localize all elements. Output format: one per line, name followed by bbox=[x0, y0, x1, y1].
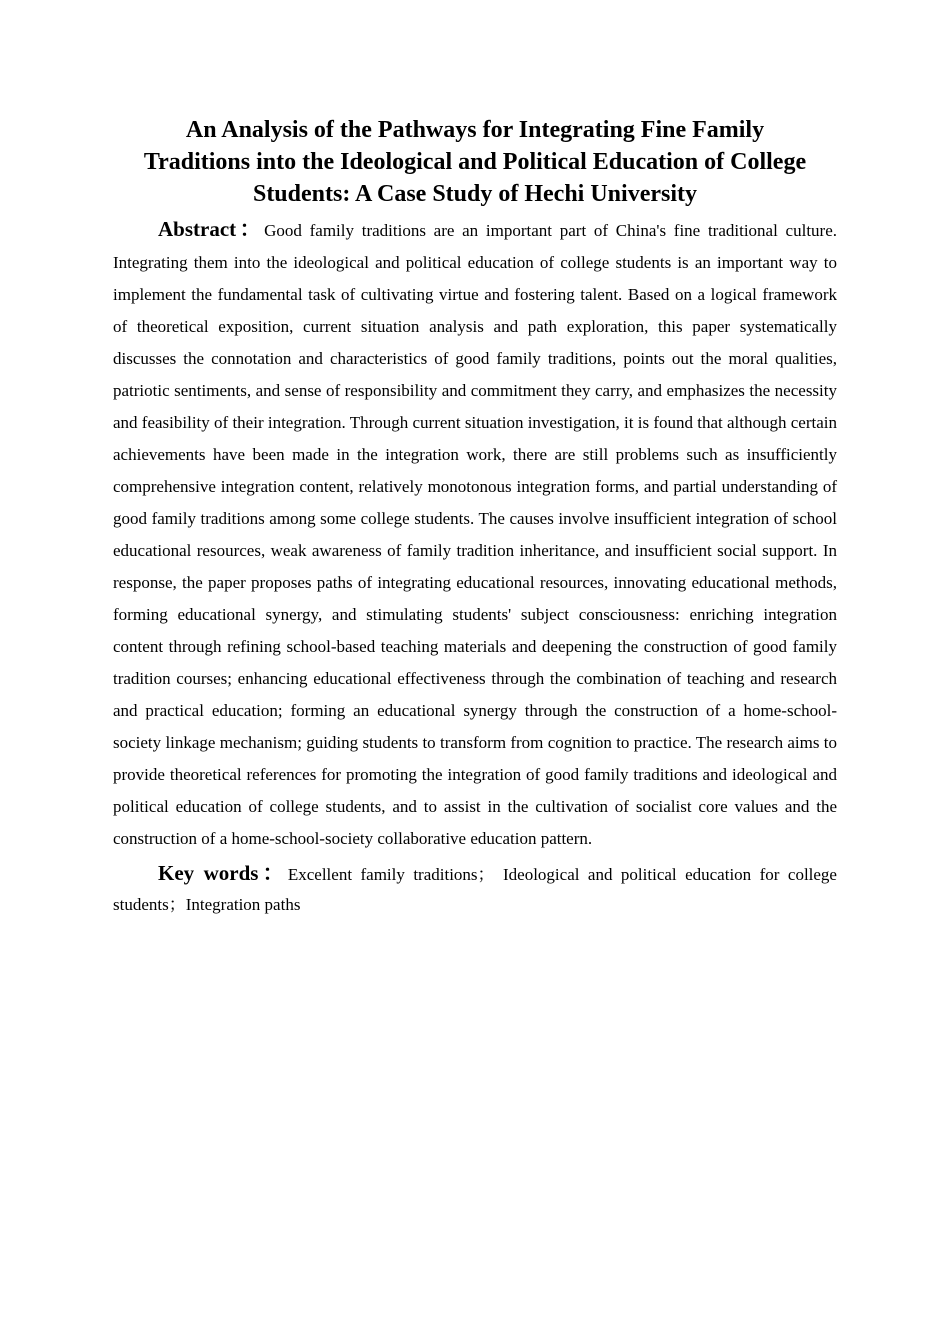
title-line-3: Students: A Case Study of Hechi University bbox=[252, 181, 698, 207]
abstract-label: Abstract： bbox=[158, 217, 265, 241]
keywords-label: Key words： bbox=[158, 861, 288, 885]
paper-page bbox=[113, 114, 837, 920]
title-line-1: An Analysis of the Pathways for Integrating Fine Family bbox=[185, 117, 765, 143]
title-line-2: Traditions into the Ideological and Political Education of College bbox=[143, 149, 807, 175]
abstract-text: Good family traditions are an important part of China's fine traditional culture. Integrating them into the ideological and political education of college students is an important way to implement the fundamental task of cultivating virtue and fostering talent. Based on a logical framework of theoretical exposition, current situation analysis and path exploration, this paper systematically discusses the connotation and characteristics of good family traditions, points out the moral qualities, patriotic sentiments, and sense of responsibility and commitment they carry, and emphasizes the necessity and feasibility of their integration. Through current situation investigation, it is found that although certain achievements have been made in the integration work, there are still problems such as insufficiently comprehensive integration content, relatively monotonous integration forms, and partial understanding of good family traditions among some college students. The causes involve insufficient integration of school educational resources, weak awareness of family tradition inheritance, and insufficient social support. In response, the paper proposes paths of integrating educational resources, innovating educational methods, forming educational synergy, and stimulating students' subject consciousness: enriching integration content through refining school-based teaching materials and deepening the construction of good family tradition courses; enhancing educational effectiveness through the combination of teaching and research and practical education; forming an educational synergy through the construction of a home-school-society linkage mechanism; guiding students to transform from cognition to practice. The research aims to provide theoretical references for promoting the integration of good family traditions and ideological and political education of college students, and to assist in the cultivation of socialist core values and the construction of a home-school-society collaborative education pattern. bbox=[113, 221, 837, 848]
abstract-paragraph bbox=[113, 213, 837, 855]
paper-title bbox=[113, 114, 837, 210]
keywords-paragraph bbox=[113, 858, 837, 920]
keywords-text: Excellent family traditions； Ideological and political education for college students；Integration paths bbox=[113, 865, 837, 914]
